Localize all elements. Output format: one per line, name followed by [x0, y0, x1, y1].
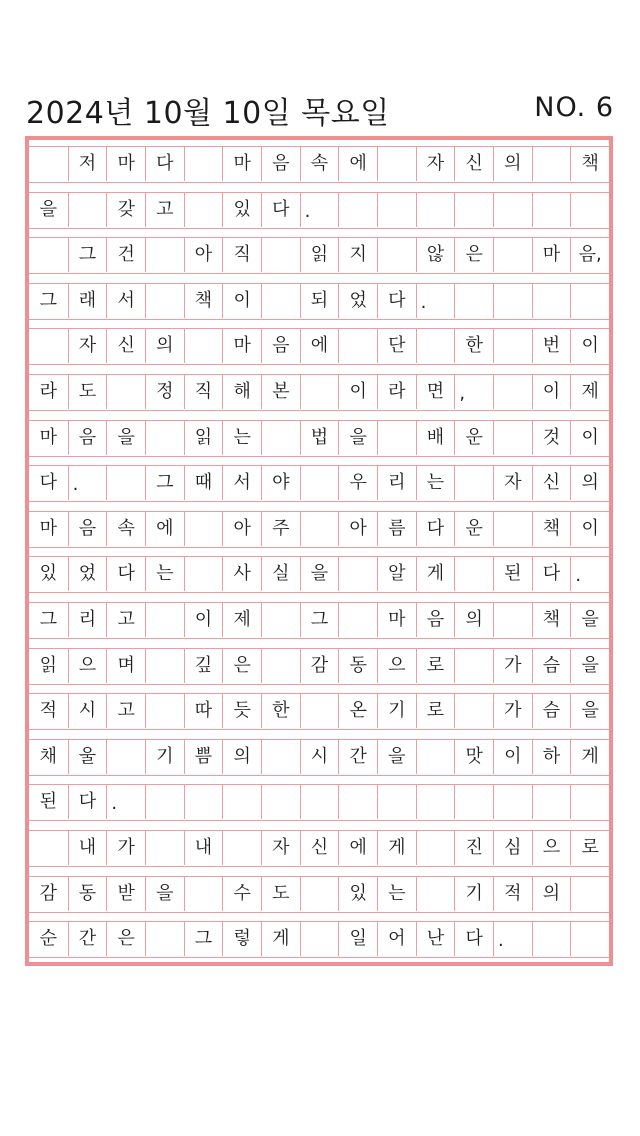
- grid-cell: 되: [300, 284, 339, 318]
- grid-row: [29, 237, 609, 274]
- grid-cell: [300, 694, 339, 728]
- grid-cell: [184, 785, 223, 819]
- grid-cell: 음: [68, 421, 107, 455]
- grid-row: [29, 146, 609, 183]
- grid-cell: 받: [106, 877, 145, 911]
- grid-cell: [454, 694, 493, 728]
- grid-cell: [454, 284, 493, 318]
- grid-cell: [377, 785, 416, 819]
- grid-cell: 고: [106, 603, 145, 637]
- grid-cell: [261, 785, 300, 819]
- grid-cell: [300, 512, 339, 546]
- grid-cell: 에: [145, 512, 184, 546]
- grid-cell: 일: [338, 922, 377, 956]
- grid-cell: 의: [493, 147, 532, 181]
- grid-cell: [145, 284, 184, 318]
- grid-cell: [493, 193, 532, 227]
- grid-cell: 사: [222, 557, 261, 591]
- grid-cell: 직: [184, 375, 223, 409]
- page-number: NO. 6: [534, 92, 614, 123]
- grid-cell: 번: [532, 329, 571, 363]
- grid-cell: 는: [222, 421, 261, 455]
- grid-cell: 을: [300, 557, 339, 591]
- grid-cell: 내: [68, 831, 107, 865]
- grid-cell: 수: [222, 877, 261, 911]
- grid-cell: 그: [300, 603, 339, 637]
- grid-cell: 직: [222, 238, 261, 272]
- grid-cell: 로: [416, 649, 455, 683]
- grid-cell: 의: [222, 740, 261, 774]
- grid-cell: 에: [338, 147, 377, 181]
- grid-cell: [261, 603, 300, 637]
- grid-cell: 배: [416, 421, 455, 455]
- grid-cell: [338, 785, 377, 819]
- grid-cell: 에: [300, 329, 339, 363]
- grid-cell: 책: [532, 603, 571, 637]
- grid-cell: 본: [261, 375, 300, 409]
- grid-cell: 맛: [454, 740, 493, 774]
- grid-cell: 다: [377, 284, 416, 318]
- grid-cell: 다: [416, 512, 455, 546]
- grid-row: [29, 830, 609, 867]
- grid-cell: 순: [39, 928, 58, 950]
- grid-cell: 마: [39, 517, 58, 539]
- grid-cell: 을: [39, 198, 58, 220]
- grid-cell: 이: [222, 284, 261, 318]
- grid-cell: 는: [416, 466, 455, 500]
- grid-cell: 다: [261, 193, 300, 227]
- grid-cell: [68, 193, 107, 227]
- grid-cell: 름: [377, 512, 416, 546]
- grid-cell: [493, 284, 532, 318]
- grid-cell: [532, 193, 571, 227]
- grid-cell: 었: [338, 284, 377, 318]
- grid-row: [29, 876, 609, 913]
- grid-cell: 아: [184, 238, 223, 272]
- grid-row: [29, 328, 609, 365]
- grid-cell: 감: [39, 882, 58, 904]
- grid-cell: [454, 466, 493, 500]
- grid-cell: [145, 421, 184, 455]
- grid-cell: 야: [261, 466, 300, 500]
- grid-cell: [29, 831, 68, 865]
- grid-cell: [261, 649, 300, 683]
- grid-cell: [222, 785, 261, 819]
- grid-cell: [570, 785, 609, 819]
- grid-row: [29, 921, 609, 958]
- grid-cell: ,: [454, 375, 493, 409]
- grid-row: [29, 420, 609, 457]
- grid-row: [29, 192, 609, 229]
- grid-cell: 렇: [222, 922, 261, 956]
- grid-cell: [145, 238, 184, 272]
- grid-cell: 게: [416, 557, 455, 591]
- grid-cell: [416, 740, 455, 774]
- grid-cell: 온: [338, 694, 377, 728]
- grid-cell: [454, 649, 493, 683]
- grid-cell: 자: [261, 831, 300, 865]
- grid-cell: 것: [532, 421, 571, 455]
- grid-cell: 신: [454, 147, 493, 181]
- grid-cell: 가: [493, 649, 532, 683]
- grid-cell: 시: [300, 740, 339, 774]
- grid-cell: 주: [261, 512, 300, 546]
- grid-cell: [338, 557, 377, 591]
- grid-cell: 으: [377, 649, 416, 683]
- grid-cell: 않: [416, 238, 455, 272]
- grid-cell: 있: [39, 563, 58, 585]
- grid-cell: 읽: [39, 654, 58, 676]
- grid-cell: [377, 193, 416, 227]
- grid-cell: [532, 922, 571, 956]
- grid-cell: 고: [106, 694, 145, 728]
- grid-cell: 한: [261, 694, 300, 728]
- grid-cell: .: [570, 557, 609, 591]
- grid-cell: [261, 740, 300, 774]
- grid-cell: 이: [493, 740, 532, 774]
- grid-cell: 적: [493, 877, 532, 911]
- grid-cell: 리: [68, 603, 107, 637]
- grid-cell: 한: [454, 329, 493, 363]
- grid-row: [29, 283, 609, 320]
- grid-cell: [145, 785, 184, 819]
- grid-cell: [29, 329, 68, 363]
- grid-cell: 라: [377, 375, 416, 409]
- grid-cell: 적: [39, 700, 58, 722]
- grid-cell: 자: [416, 147, 455, 181]
- grid-cell: 자: [68, 329, 107, 363]
- grid-cell: 기: [145, 740, 184, 774]
- grid-cell: 게: [570, 740, 609, 774]
- grid-cell: [377, 421, 416, 455]
- grid-cell: 다: [454, 922, 493, 956]
- diary-date: 2024년 10월 10일 목요일: [26, 96, 390, 131]
- grid-cell: 다: [106, 557, 145, 591]
- grid-cell: [261, 238, 300, 272]
- grid-cell: 쁨: [184, 740, 223, 774]
- grid-cell: 마: [39, 426, 58, 448]
- grid-cell: [184, 557, 223, 591]
- grid-cell: 을: [145, 877, 184, 911]
- grid-cell: 동: [338, 649, 377, 683]
- grid-cell: 갖: [106, 193, 145, 227]
- grid-cell: 알: [377, 557, 416, 591]
- grid-cell: [145, 694, 184, 728]
- grid-cell: 이: [184, 603, 223, 637]
- grid-cell: 해: [222, 375, 261, 409]
- grid-cell: 다: [145, 147, 184, 181]
- grid-cell: 책: [532, 512, 571, 546]
- grid-cell: [184, 329, 223, 363]
- grid-cell: 슴: [532, 694, 571, 728]
- grid-cell: 따: [184, 694, 223, 728]
- grid-cell: [493, 421, 532, 455]
- grid-cell: [29, 147, 68, 181]
- grid-cell: 의: [570, 466, 609, 500]
- grid-cell: 기: [377, 694, 416, 728]
- grid-cell: 그: [39, 289, 58, 311]
- grid-cell: .: [493, 922, 532, 956]
- grid-cell: 읽: [184, 421, 223, 455]
- grid-cell: 읽: [300, 238, 339, 272]
- grid-cell: 이: [532, 375, 571, 409]
- grid-cell: 신: [106, 329, 145, 363]
- grid-cell: [300, 466, 339, 500]
- grid-cell: [145, 922, 184, 956]
- grid-cell: 어: [377, 922, 416, 956]
- grid-cell: 있: [222, 193, 261, 227]
- grid-cell: 리: [377, 466, 416, 500]
- grid-cell: [261, 284, 300, 318]
- grid-cell: [454, 557, 493, 591]
- grid-cell: 저: [68, 147, 107, 181]
- grid-cell: [532, 147, 571, 181]
- grid-cell: .: [106, 785, 145, 819]
- grid-cell: [416, 193, 455, 227]
- grid-cell: 단: [377, 329, 416, 363]
- grid-cell: 아: [338, 512, 377, 546]
- grid-row: [29, 556, 609, 593]
- grid-cell: 속: [300, 147, 339, 181]
- grid-cell: [454, 193, 493, 227]
- grid-cell: 은: [222, 649, 261, 683]
- grid-cell: [300, 375, 339, 409]
- grid-cell: [261, 421, 300, 455]
- grid-cell: 을: [377, 740, 416, 774]
- grid-cell: 감: [300, 649, 339, 683]
- grid-cell: 은: [454, 238, 493, 272]
- grid-cell: 된: [39, 791, 58, 813]
- grid-cell: 진: [454, 831, 493, 865]
- manuscript-paper: [25, 136, 613, 966]
- grid-row: [29, 739, 609, 776]
- grid-cell: 그: [145, 466, 184, 500]
- grid-cell: .: [300, 193, 339, 227]
- grid-cell: 자: [493, 466, 532, 500]
- grid-cell: 으: [68, 649, 107, 683]
- grid-row: [29, 784, 609, 821]
- grid-cell: [184, 147, 223, 181]
- grid-cell: .: [68, 466, 107, 500]
- grid-cell: [184, 193, 223, 227]
- grid-cell: 마: [222, 147, 261, 181]
- grid-cell: 듯: [222, 694, 261, 728]
- grid-cell: 심: [493, 831, 532, 865]
- grid-cell: 서: [222, 466, 261, 500]
- grid-cell: [532, 785, 571, 819]
- grid-cell: 음: [416, 603, 455, 637]
- grid-cell: 내: [184, 831, 223, 865]
- grid-cell: [300, 785, 339, 819]
- grid-cell: 는: [145, 557, 184, 591]
- grid-cell: 간: [338, 740, 377, 774]
- grid-cell: 마: [106, 147, 145, 181]
- grid-cell: [416, 329, 455, 363]
- grid-cell: [493, 785, 532, 819]
- grid-cell: 법: [300, 421, 339, 455]
- grid-cell: [570, 922, 609, 956]
- grid-cell: 의: [532, 877, 571, 911]
- grid-cell: [416, 877, 455, 911]
- grid-cell: 라: [39, 381, 58, 402]
- grid-cell: [493, 238, 532, 272]
- grid-cell: 을: [570, 649, 609, 683]
- grid-cell: 면: [416, 375, 455, 409]
- grid-row: [29, 693, 609, 730]
- grid-cell: 을: [106, 421, 145, 455]
- grid-cell: 이: [338, 375, 377, 409]
- grid-cell: [338, 603, 377, 637]
- grid-cell: [222, 831, 261, 865]
- grid-cell: 은: [106, 922, 145, 956]
- grid-cell: 채: [39, 745, 58, 767]
- grid-row: [29, 602, 609, 639]
- page-header: [0, 0, 640, 130]
- grid-cell: [300, 877, 339, 911]
- grid-cell: 래: [68, 284, 107, 318]
- manuscript-grid: [29, 140, 609, 962]
- grid-row: [29, 511, 609, 548]
- grid-cell: 제: [222, 603, 261, 637]
- grid-cell: 는: [377, 877, 416, 911]
- grid-cell: 에: [338, 831, 377, 865]
- grid-cell: 로: [416, 694, 455, 728]
- grid-cell: 이: [570, 512, 609, 546]
- grid-cell: 깊: [184, 649, 223, 683]
- grid-cell: 신: [532, 466, 571, 500]
- grid-cell: 도: [261, 877, 300, 911]
- grid-cell: 고: [145, 193, 184, 227]
- grid-cell: 음: [261, 329, 300, 363]
- grid-cell: 건: [106, 238, 145, 272]
- grid-cell: 그: [39, 609, 58, 630]
- grid-cell: [377, 147, 416, 181]
- grid-cell: [184, 877, 223, 911]
- grid-cell: 음: [261, 147, 300, 181]
- grid-cell: 된: [493, 557, 532, 591]
- grid-row: [29, 648, 609, 685]
- grid-cell: .: [416, 284, 455, 318]
- grid-cell: 시: [68, 694, 107, 728]
- grid-cell: [106, 375, 145, 409]
- grid-cell: 었: [68, 557, 107, 591]
- grid-cell: [493, 603, 532, 637]
- grid-cell: 운: [454, 512, 493, 546]
- grid-cell: 이: [570, 329, 609, 363]
- grid-cell: 실: [261, 557, 300, 591]
- grid-cell: 동: [68, 877, 107, 911]
- grid-cell: 도: [68, 375, 107, 409]
- grid-cell: 지: [338, 238, 377, 272]
- grid-cell: 있: [338, 877, 377, 911]
- grid-cell: 서: [106, 284, 145, 318]
- grid-cell: [532, 284, 571, 318]
- grid-cell: 난: [416, 922, 455, 956]
- grid-cell: 간: [68, 922, 107, 956]
- grid-cell: 운: [454, 421, 493, 455]
- grid-cell: [493, 512, 532, 546]
- grid-cell: [570, 193, 609, 227]
- grid-cell: 다: [68, 785, 107, 819]
- grid-cell: 하: [532, 740, 571, 774]
- grid-cell: 가: [493, 694, 532, 728]
- grid-cell: 책: [570, 147, 609, 181]
- grid-cell: [145, 649, 184, 683]
- grid-cell: 그: [68, 238, 107, 272]
- grid-cell: [570, 877, 609, 911]
- grid-cell: 마: [532, 238, 571, 272]
- grid-cell: 며: [106, 649, 145, 683]
- grid-cell: [184, 512, 223, 546]
- grid-cell: 기: [454, 877, 493, 911]
- grid-cell: 의: [454, 603, 493, 637]
- grid-cell: [416, 785, 455, 819]
- grid-cell: 다: [532, 557, 571, 591]
- grid-cell: [416, 831, 455, 865]
- grid-cell: 으: [532, 831, 571, 865]
- grid-cell: 때: [184, 466, 223, 500]
- grid-cell: 책: [184, 284, 223, 318]
- grid-cell: [493, 375, 532, 409]
- grid-cell: 을: [570, 694, 609, 728]
- grid-cell: [29, 238, 68, 272]
- grid-cell: 제: [570, 375, 609, 409]
- grid-cell: 정: [145, 375, 184, 409]
- grid-cell: [570, 284, 609, 318]
- grid-cell: 마: [377, 603, 416, 637]
- grid-cell: [493, 329, 532, 363]
- grid-cell: 속: [106, 512, 145, 546]
- grid-cell: [106, 740, 145, 774]
- grid-cell: 다: [39, 472, 58, 494]
- grid-cell: 을: [570, 603, 609, 637]
- grid-cell: 가: [106, 831, 145, 865]
- grid-cell: [454, 785, 493, 819]
- grid-row: [29, 465, 609, 502]
- grid-cell: [377, 238, 416, 272]
- grid-cell: 의: [145, 329, 184, 363]
- grid-cell: 마: [222, 329, 261, 363]
- grid-cell: [145, 831, 184, 865]
- grid-cell: 슴: [532, 649, 571, 683]
- grid-cell: [338, 193, 377, 227]
- grid-cell: 이: [570, 421, 609, 455]
- grid-row: [29, 374, 609, 411]
- grid-cell: [338, 329, 377, 363]
- grid-cell: [145, 603, 184, 637]
- grid-cell: 아: [222, 512, 261, 546]
- grid-cell: 음: [68, 512, 107, 546]
- grid-cell: 우: [338, 466, 377, 500]
- grid-cell: 게: [377, 831, 416, 865]
- grid-cell: 게: [261, 922, 300, 956]
- grid-cell: [106, 466, 145, 500]
- grid-cell: 로: [570, 831, 609, 865]
- grid-cell: 그: [184, 922, 223, 956]
- grid-cell: 울: [68, 740, 107, 774]
- grid-cell: 신: [300, 831, 339, 865]
- grid-cell: [300, 922, 339, 956]
- grid-cell: 을: [338, 421, 377, 455]
- grid-cell: 음,: [570, 238, 609, 272]
